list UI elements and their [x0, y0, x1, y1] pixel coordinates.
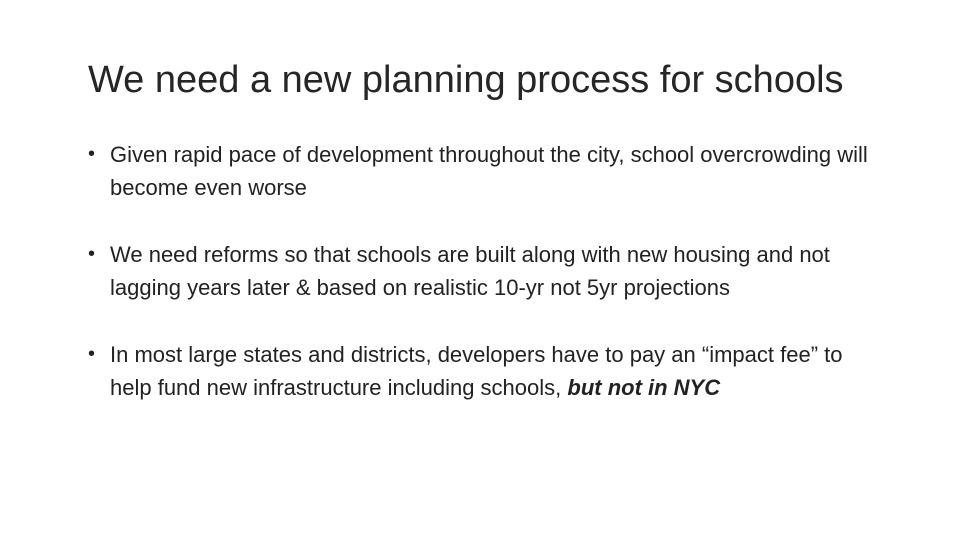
bullet-icon: • — [88, 343, 96, 365]
bullet-item — [88, 138, 868, 204]
bullet-item — [88, 238, 868, 304]
bullet-text: We need reforms so that schools are built along with new housing and not lagging years later & based on realistic 10-yr not 5yr projections — [110, 242, 830, 300]
bullet-text: In most large states and districts, developers have to pay an “impact fee” to help fund new infrastructure including schools, — [110, 342, 843, 400]
slide-title: We need a new planning process for schools — [88, 59, 844, 101]
bullet-icon: • — [88, 243, 96, 265]
bullet-icon: • — [88, 143, 96, 165]
bullet-item — [88, 338, 868, 404]
bullet-emphasis: but not in NYC — [567, 375, 721, 400]
bullet-text: Given rapid pace of development throughout the city, school overcrowding will become even worse — [110, 142, 868, 200]
bullet-list — [88, 138, 868, 404]
